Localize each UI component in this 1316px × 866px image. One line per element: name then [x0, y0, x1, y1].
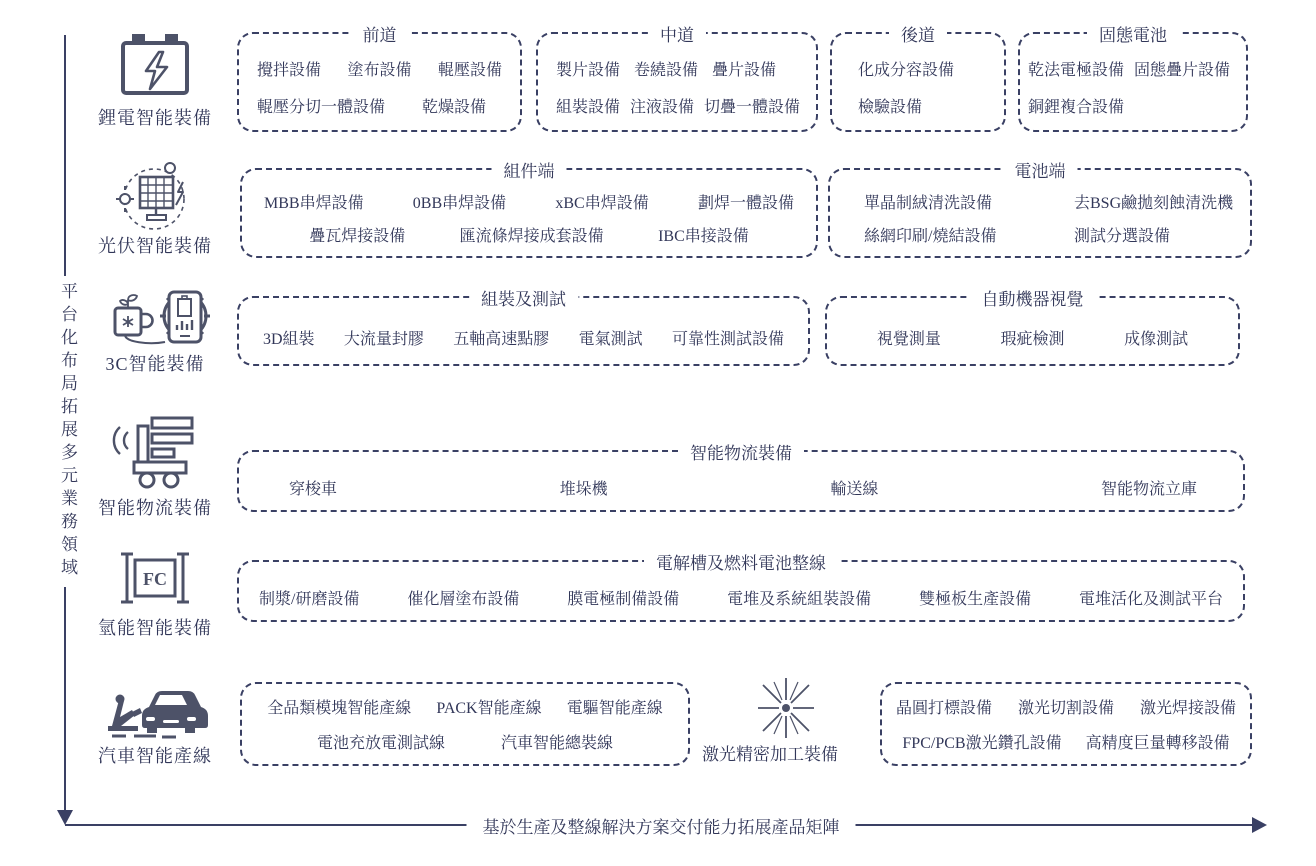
- box-title: 智能物流裝備: [678, 439, 804, 464]
- equipment-line: [1020, 57, 1246, 80]
- equipment-item: 視覺測量: [876, 330, 941, 348]
- equipment-item: 檢驗設備: [858, 98, 923, 116]
- equipment-item: 制漿/研磨設備: [259, 590, 360, 608]
- row-label-logistics: 智能物流裝備: [98, 498, 212, 518]
- bottom-axis-label: 基於生產及整線解決方案交付能力拓展產品矩陣: [467, 813, 856, 838]
- equipment-item: 攪拌設備: [257, 62, 322, 80]
- box-auto-lines: [240, 682, 690, 766]
- equipment-item: 雙極板生產設備: [919, 590, 1032, 608]
- equipment-item: 成像測試: [1124, 330, 1189, 348]
- equipment-item: 塗布設備: [347, 62, 412, 80]
- equipment-item: 疊片設備: [712, 62, 777, 80]
- equipment-line: [832, 57, 1004, 80]
- box-title: 組件端: [492, 157, 567, 182]
- equipment-item: 電堆及系統組裝設備: [727, 590, 872, 608]
- equipment-item: 注液設備: [630, 98, 695, 116]
- left-axis-label: 平台化布局拓展多元業務領域: [50, 276, 80, 587]
- equipment-item: 匯流條焊接成套設備: [459, 228, 604, 245]
- equipment-item: 組裝設備: [556, 98, 621, 116]
- equipment-line: [827, 326, 1238, 349]
- box-laser-equipment: [880, 682, 1252, 766]
- equipment-item: 膜電極制備設備: [567, 590, 680, 608]
- box-cell-side: [828, 162, 1252, 258]
- equipment-item: 輥壓分切一體設備: [257, 98, 386, 116]
- right-arrowhead-icon: [1252, 817, 1267, 833]
- equipment-item: 智能物流立庫: [1100, 480, 1197, 498]
- equipment-item: 銅鋰複合設備: [1028, 98, 1125, 116]
- equipment-line: [242, 223, 816, 246]
- row-label-photovoltaic: 光伏智能裝備: [98, 236, 212, 256]
- equipment-line: [538, 94, 816, 117]
- row-label-hydrogen: 氫能智能裝備: [98, 618, 212, 638]
- laser-icon: [746, 674, 826, 742]
- box-front-stage: [237, 26, 522, 132]
- box-title: 中道: [648, 21, 706, 46]
- equipment-item: 汽車智能總裝線: [501, 734, 614, 752]
- car-robot-icon: [104, 676, 212, 740]
- equipment-item: 瑕疵檢測: [1000, 330, 1065, 348]
- box-title: 組裝及測試: [469, 285, 578, 310]
- row-label-lithium: 鋰電智能裝備: [98, 108, 212, 128]
- equipment-line: [830, 190, 1250, 213]
- equipment-item: 單晶制絨清洗設備: [864, 195, 993, 212]
- equipment-line: [882, 695, 1250, 718]
- equipment-item: 大流量封膠: [343, 330, 424, 348]
- equipment-item: 絲網印刷/燒結設備: [864, 228, 997, 245]
- down-arrowhead-icon: [57, 810, 73, 825]
- equipment-line: [242, 695, 688, 718]
- equipment-item: 電堆活化及測試平台: [1078, 590, 1223, 608]
- box-title: 前道: [351, 21, 409, 46]
- box-solid-state: [1018, 26, 1248, 132]
- box-title: 自動機器視覺: [970, 285, 1096, 310]
- equipment-item: 測試分選設備: [1074, 228, 1171, 245]
- laser-processing-label: 激光精密加工裝備: [702, 745, 838, 764]
- equipment-item: MBB串焊設備: [264, 195, 364, 212]
- equipment-line: [882, 730, 1250, 753]
- equipment-line: [832, 94, 1004, 117]
- equipment-item: 催化層塗布設備: [407, 590, 520, 608]
- equipment-item: 激光切割設備: [1017, 700, 1114, 718]
- box-title: 電池端: [1003, 157, 1078, 182]
- equipment-item: FPC/PCB激光鑽孔設備: [902, 734, 1062, 752]
- battery-icon: [118, 26, 192, 100]
- equipment-item: 3D組裝: [263, 330, 315, 348]
- equipment-line: [538, 57, 816, 80]
- equipment-item: 堆垛機: [559, 480, 608, 498]
- equipment-item: PACK智能產線: [436, 700, 542, 718]
- equipment-item: 輸送線: [830, 480, 879, 498]
- box-assembly-test: [237, 290, 810, 366]
- equipment-line: [242, 190, 816, 213]
- equipment-item: 晶圓打標設備: [896, 700, 993, 718]
- equipment-item: 劃焊一體設備: [697, 195, 794, 212]
- equipment-line: [239, 586, 1243, 609]
- box-back-stage: [830, 26, 1006, 132]
- row-label-3c: 3C智能裝備: [105, 354, 205, 374]
- equipment-item: 0BB串焊設備: [412, 195, 507, 212]
- equipment-line: [242, 730, 688, 753]
- row-label-automotive: 汽車智能產線: [98, 746, 212, 766]
- box-mid-stage: [536, 26, 818, 132]
- fc-icon-text: FC: [143, 569, 167, 589]
- equipment-item: 乾燥設備: [421, 98, 486, 116]
- equipment-item: 電池充放電測試線: [316, 734, 445, 752]
- equipment-item: 去BSG鹼拋刻蝕清洗機: [1074, 195, 1234, 212]
- equipment-item: IBC串接設備: [658, 228, 749, 245]
- equipment-line: [1020, 94, 1246, 117]
- equipment-item: 高精度巨量轉移設備: [1085, 734, 1230, 752]
- equipment-item: 可靠性測試設備: [671, 330, 784, 348]
- equipment-item: 輥壓設備: [437, 62, 502, 80]
- 3c-devices-icon: [103, 286, 215, 348]
- equipment-item: 化成分容設備: [858, 62, 955, 80]
- equipment-item: 全品類模塊智能產線: [267, 700, 412, 718]
- box-smart-logistics: [237, 444, 1245, 512]
- equipment-item: 乾法電極設備: [1028, 62, 1125, 80]
- equipment-item: 卷繞設備: [634, 62, 699, 80]
- equipment-item: 電氣測試: [578, 330, 643, 348]
- box-electrolyzer-fuelcell: [237, 554, 1245, 622]
- equipment-line: [239, 57, 520, 80]
- box-module-side: [240, 162, 818, 258]
- equipment-item: 疊瓦焊接設備: [309, 228, 406, 245]
- box-title: 固態電池: [1087, 21, 1179, 46]
- box-machine-vision: [825, 290, 1240, 366]
- agv-cart-icon: [110, 412, 200, 490]
- equipment-item: 製片設備: [556, 62, 621, 80]
- equipment-item: 電驅智能產線: [566, 700, 663, 718]
- box-title: 後道: [889, 21, 947, 46]
- equipment-line: [239, 326, 808, 349]
- equipment-item: 穿梭車: [289, 480, 338, 498]
- equipment-item: 切疊一體設備: [704, 98, 801, 116]
- equipment-item: 固態疊片設備: [1134, 62, 1231, 80]
- equipment-line: [239, 94, 520, 117]
- equipment-item: 激光焊接設備: [1139, 700, 1236, 718]
- equipment-item: 五軸高速點膠: [453, 330, 550, 348]
- box-title: 電解槽及燃料電池整線: [644, 549, 838, 574]
- fuel-cell-icon: [116, 548, 194, 608]
- solar-panel-icon: [114, 160, 194, 234]
- equipment-line: [239, 476, 1243, 499]
- equipment-line: [830, 223, 1250, 246]
- equipment-item: xBC串焊設備: [555, 195, 649, 212]
